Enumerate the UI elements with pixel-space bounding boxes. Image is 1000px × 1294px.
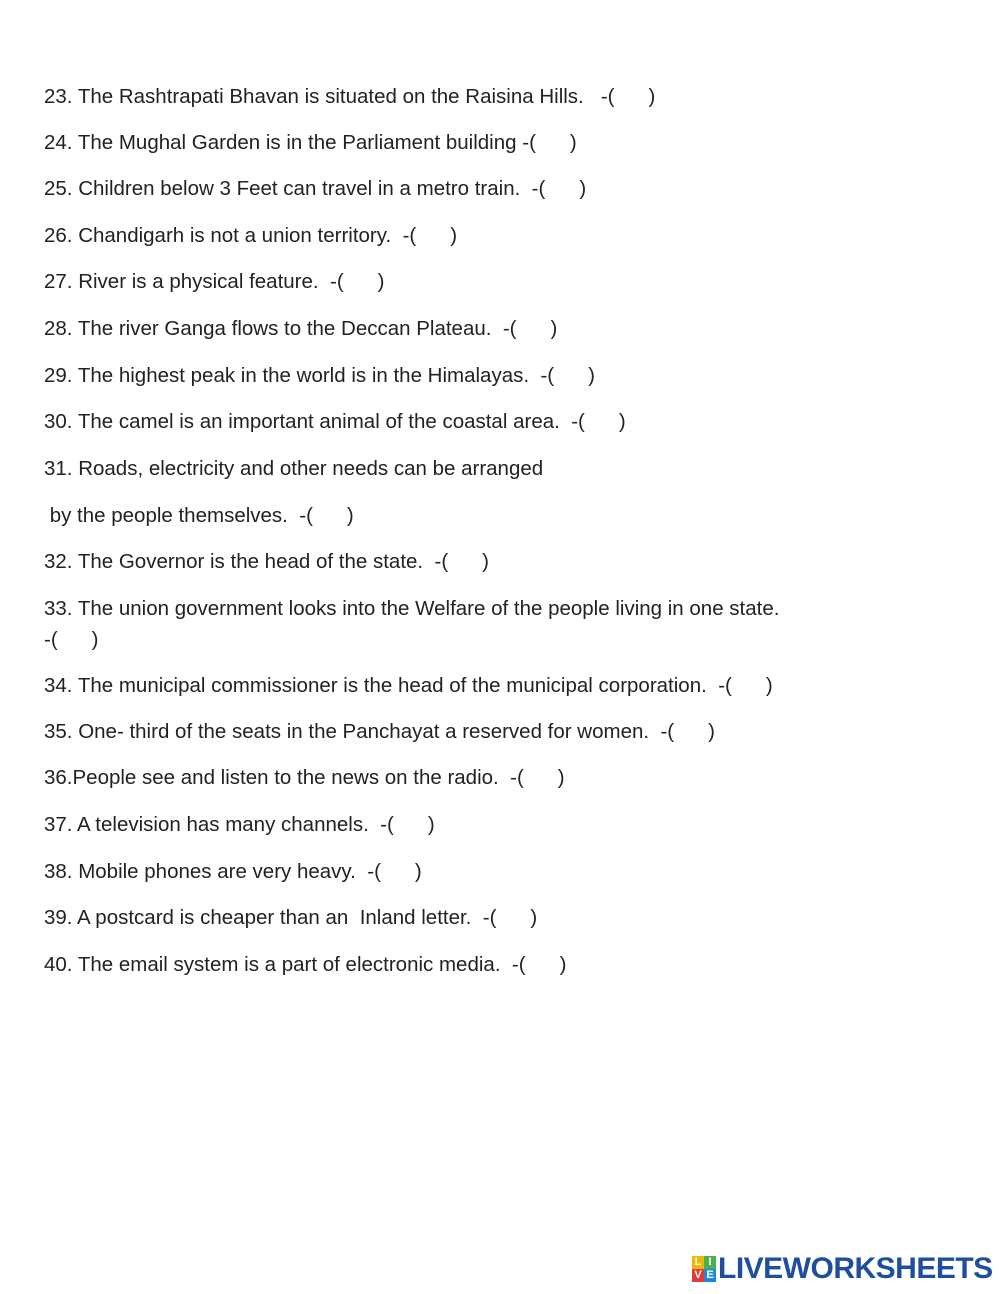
question-text: 33. The union government looks into the Welfare of the people living in one state. — [44, 597, 780, 620]
close-paren: ) — [450, 224, 458, 247]
close-paren: ) — [648, 85, 656, 108]
answer-box[interactable] — [524, 769, 558, 789]
liveworksheets-mark-icon — [692, 1256, 716, 1282]
question-text: 32. The Governor is the head of the state. -( — [44, 550, 449, 573]
answer-box[interactable] — [517, 320, 551, 340]
question-text: 37. A television has many channels. -( — [44, 813, 394, 836]
question-text: 36.People see and listen to the news on the radio. -( — [44, 766, 524, 789]
answer-box[interactable] — [313, 507, 347, 527]
question-31-line-1 — [44, 457, 543, 481]
answer-box[interactable] — [381, 863, 415, 883]
question-40 — [44, 953, 566, 977]
close-paren: ) — [765, 674, 773, 697]
question-34 — [44, 674, 773, 698]
question-text: 35. One- third of the seats in the Panchayat a reserved for women. -( — [44, 720, 675, 743]
close-paren: ) — [414, 860, 422, 883]
liveworksheets-logo — [692, 1253, 993, 1285]
answer-box[interactable] — [585, 413, 619, 433]
close-paren: ) — [557, 766, 565, 789]
answer-box[interactable] — [615, 88, 649, 108]
question-29 — [44, 364, 595, 388]
answer-box[interactable] — [344, 273, 378, 293]
question-text: 23. The Rashtrapati Bhavan is situated on the Raisina Hills. -( — [44, 85, 615, 108]
question-text: 26. Chandigarh is not a union territory. -( — [44, 224, 417, 247]
answer-box[interactable] — [448, 553, 482, 573]
answer-box[interactable] — [732, 677, 766, 697]
question-text: 34. The municipal commissioner is the head of the municipal corporation. -( — [44, 674, 732, 697]
question-text: 30. The camel is an important animal of the coastal area. -( — [44, 410, 585, 433]
question-text: 31. Roads, electricity and other needs can be arranged — [44, 457, 544, 480]
answer-box[interactable] — [394, 816, 428, 836]
question-text: 28. The river Ganga flows to the Deccan Plateau. -( — [44, 317, 517, 340]
close-paren: ) — [427, 813, 435, 836]
question-text: 29. The highest peak in the world is in the Himalayas. -( — [44, 364, 555, 387]
question-33-line-1 — [44, 597, 779, 621]
close-paren: ) — [588, 364, 595, 387]
close-paren: ) — [377, 270, 385, 293]
question-30 — [44, 410, 626, 434]
question-text: 25. Children below 3 Feet can travel in a metro train. -( — [44, 177, 546, 200]
question-text: 27. River is a physical feature. -( — [44, 270, 344, 293]
close-paren: ) — [559, 953, 567, 976]
question-text: by the people themselves. -( — [44, 504, 313, 527]
question-32 — [44, 550, 489, 574]
close-paren: ) — [482, 550, 489, 573]
logo-mark-letter: L — [692, 1256, 704, 1269]
question-28 — [44, 317, 557, 341]
logo-mark-letter: I — [704, 1256, 716, 1269]
question-text: 39. A postcard is cheaper than an Inland letter. -( — [44, 906, 497, 929]
close-paren: ) — [91, 628, 99, 651]
answer-box[interactable] — [496, 909, 530, 929]
question-39 — [44, 906, 537, 930]
answer-box[interactable] — [536, 134, 570, 154]
question-35 — [44, 720, 715, 744]
question-27 — [44, 270, 384, 294]
close-paren: ) — [569, 131, 577, 154]
answer-box[interactable] — [416, 227, 450, 247]
question-37 — [44, 813, 435, 837]
question-text: 40. The email system is a part of electronic media. -( — [44, 953, 526, 976]
logo-mark-letter: E — [704, 1269, 716, 1282]
answer-box[interactable] — [554, 367, 588, 387]
close-paren: ) — [579, 177, 587, 200]
question-text: 24. The Mughal Garden is in the Parliament building -( — [44, 131, 536, 154]
answer-box[interactable] — [526, 956, 560, 976]
question-25 — [44, 177, 586, 201]
close-paren: ) — [346, 504, 354, 527]
answer-box[interactable] — [58, 631, 92, 651]
question-36 — [44, 766, 565, 790]
question-38 — [44, 860, 422, 884]
question-26 — [44, 224, 457, 248]
logo-text: LIVEWORKSHEETS — [718, 1252, 993, 1285]
close-paren: ) — [550, 317, 558, 340]
close-paren: ) — [618, 410, 626, 433]
close-paren: ) — [708, 720, 715, 743]
close-paren: ) — [530, 906, 538, 929]
question-33-line-2 — [44, 628, 98, 652]
question-24 — [44, 131, 577, 155]
question-23 — [44, 85, 655, 109]
question-text: 38. Mobile phones are very heavy. -( — [44, 860, 381, 883]
answer-box[interactable] — [545, 180, 579, 200]
logo-mark-letter: V — [692, 1269, 704, 1282]
answer-box[interactable] — [674, 723, 708, 743]
question-text: -( — [44, 628, 58, 651]
question-31-line-2 — [44, 504, 354, 528]
